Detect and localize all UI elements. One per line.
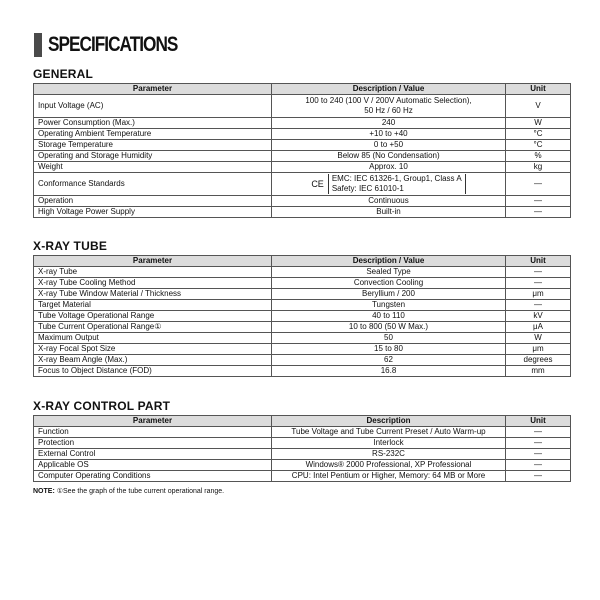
parameter-cell: Storage Temperature: [34, 140, 272, 151]
unit-cell: kg: [506, 162, 571, 173]
table-row: [34, 196, 571, 207]
unit-cell: μm: [506, 289, 571, 300]
parameter-cell: Tube Current Operational Range①: [34, 322, 272, 333]
table-row: [34, 162, 571, 173]
table-row: [34, 355, 571, 366]
unit-cell: —: [506, 460, 571, 471]
column-header: Parameter: [34, 84, 272, 95]
table-row: [34, 471, 571, 482]
page-title: SPECIFICATIONS: [48, 33, 178, 56]
parameter-cell: External Control: [34, 449, 272, 460]
value-cell: 50: [272, 333, 506, 344]
value-cell: [272, 95, 506, 118]
value-cell: 15 to 80: [272, 344, 506, 355]
parameter-cell: Operating Ambient Temperature: [34, 129, 272, 140]
unit-cell: —: [506, 207, 571, 218]
unit-cell: —: [506, 427, 571, 438]
xray-tube-heading: X-RAY TUBE: [33, 239, 108, 253]
general-section: [33, 67, 571, 218]
table-row: [34, 151, 571, 162]
column-header: Parameter: [34, 416, 272, 427]
unit-cell: V: [506, 95, 571, 118]
table-row: [34, 449, 571, 460]
value-cell: Built-in: [272, 207, 506, 218]
table-row: [34, 118, 571, 129]
parameter-cell: Protection: [34, 438, 272, 449]
parameter-cell: Computer Operating Conditions: [34, 471, 272, 482]
value-cell: [272, 173, 506, 196]
table-row: [34, 333, 571, 344]
parameter-cell: X-ray Tube Window Material / Thickness: [34, 289, 272, 300]
note-label: NOTE:: [33, 488, 55, 495]
unit-cell: °C: [506, 129, 571, 140]
parameter-cell: X-ray Focal Spot Size: [34, 344, 272, 355]
unit-cell: —: [506, 278, 571, 289]
unit-cell: —: [506, 267, 571, 278]
parameter-cell: X-ray Beam Angle (Max.): [34, 355, 272, 366]
value-cell: Below 85 (No Condensation): [272, 151, 506, 162]
parameter-cell: Weight: [34, 162, 272, 173]
unit-cell: degrees: [506, 355, 571, 366]
table-row: [34, 311, 571, 322]
unit-cell: W: [506, 118, 571, 129]
table-row: [34, 207, 571, 218]
standards-list: [328, 174, 466, 194]
unit-cell: —: [506, 300, 571, 311]
parameter-cell: Maximum Output: [34, 333, 272, 344]
value-cell: RS-232C: [272, 449, 506, 460]
standard-line: Safety: IEC 61010-1: [331, 184, 404, 193]
column-header: Unit: [506, 416, 571, 427]
value-cell: 40 to 110: [272, 311, 506, 322]
unit-cell: W: [506, 333, 571, 344]
unit-cell: mm: [506, 366, 571, 377]
unit-cell: —: [506, 471, 571, 482]
column-header: Parameter: [34, 256, 272, 267]
unit-cell: —: [506, 173, 571, 196]
parameter-cell: Tube Voltage Operational Range: [34, 311, 272, 322]
value-cell: Beryllium / 200: [272, 289, 506, 300]
parameter-cell: Operating and Storage Humidity: [34, 151, 272, 162]
xray-tube-table: [33, 255, 571, 377]
value-cell: Continuous: [272, 196, 506, 207]
value-cell: 16.8: [272, 366, 506, 377]
footnote: [33, 487, 224, 495]
column-header: Unit: [506, 256, 571, 267]
value-cell: 10 to 800 (50 W Max.): [272, 322, 506, 333]
table-row: [34, 289, 571, 300]
general-heading: GENERAL: [33, 67, 94, 81]
control-heading: X-RAY CONTROL PART: [33, 399, 171, 413]
value-cell: Interlock: [272, 438, 506, 449]
unit-cell: —: [506, 449, 571, 460]
column-header: Unit: [506, 84, 571, 95]
unit-cell: μA: [506, 322, 571, 333]
unit-cell: μm: [506, 344, 571, 355]
table-header-row: [34, 416, 571, 427]
value-cell: CPU: Intel Pentium or Higher, Memory: 64 MB or More: [272, 471, 506, 482]
value-cell: +10 to +40: [272, 129, 506, 140]
table-header-row: [34, 84, 571, 95]
parameter-cell: High Voltage Power Supply: [34, 207, 272, 218]
table-row: [34, 427, 571, 438]
parameter-cell: Focus to Object Distance (FOD): [34, 366, 272, 377]
table-row: [34, 173, 571, 196]
table-row: [34, 278, 571, 289]
parameter-cell: X-ray Tube: [34, 267, 272, 278]
standard-line: EMC: IEC 61326-1, Group1, Class A: [331, 174, 462, 183]
ce-mark-icon: CE: [311, 179, 324, 189]
value-cell: Sealed Type: [272, 267, 506, 278]
unit-cell: kV: [506, 311, 571, 322]
parameter-cell: X-ray Tube Cooling Method: [34, 278, 272, 289]
parameter-cell: Applicable OS: [34, 460, 272, 471]
value-cell: 62: [272, 355, 506, 366]
page-title-block: [34, 33, 206, 57]
parameter-cell: Operation: [34, 196, 272, 207]
unit-cell: %: [506, 151, 571, 162]
xray-tube-section: [33, 239, 571, 377]
parameter-cell: Power Consumption (Max.): [34, 118, 272, 129]
parameter-cell: Function: [34, 427, 272, 438]
note-text: ①See the graph of the tube current operational range.: [56, 488, 225, 495]
column-header: Description / Value: [272, 84, 506, 95]
table-row: [34, 438, 571, 449]
value-line: 50 Hz / 60 Hz: [364, 106, 413, 115]
table-row: [34, 129, 571, 140]
general-table: [33, 83, 571, 218]
table-row: [34, 300, 571, 311]
table-row: [34, 460, 571, 471]
title-accent-bar: [34, 33, 42, 57]
value-cell: 240: [272, 118, 506, 129]
unit-cell: —: [506, 438, 571, 449]
table-row: [34, 140, 571, 151]
unit-cell: —: [506, 196, 571, 207]
table-row: [34, 344, 571, 355]
value-cell: Tube Voltage and Tube Current Preset / Auto Warm-up: [272, 427, 506, 438]
unit-cell: °C: [506, 140, 571, 151]
column-header: Description / Value: [272, 256, 506, 267]
value-line: 100 to 240 (100 V / 200V Automatic Selection),: [305, 96, 472, 105]
column-header: Description: [272, 416, 506, 427]
parameter-cell: Target Material: [34, 300, 272, 311]
table-row: [34, 95, 571, 118]
control-table: [33, 415, 571, 482]
table-row: [34, 366, 571, 377]
control-section: [33, 399, 571, 482]
table-header-row: [34, 256, 571, 267]
value-cell: Approx. 10: [272, 162, 506, 173]
value-cell: Windows® 2000 Professional, XP Professional: [272, 460, 506, 471]
table-row: [34, 267, 571, 278]
parameter-cell: Conformance Standards: [34, 173, 272, 196]
table-row: [34, 322, 571, 333]
value-cell: 0 to +50: [272, 140, 506, 151]
parameter-cell: Input Voltage (AC): [34, 95, 272, 118]
value-cell: Tungsten: [272, 300, 506, 311]
ce-conformance: [311, 174, 465, 194]
value-cell: Convection Cooling: [272, 278, 506, 289]
